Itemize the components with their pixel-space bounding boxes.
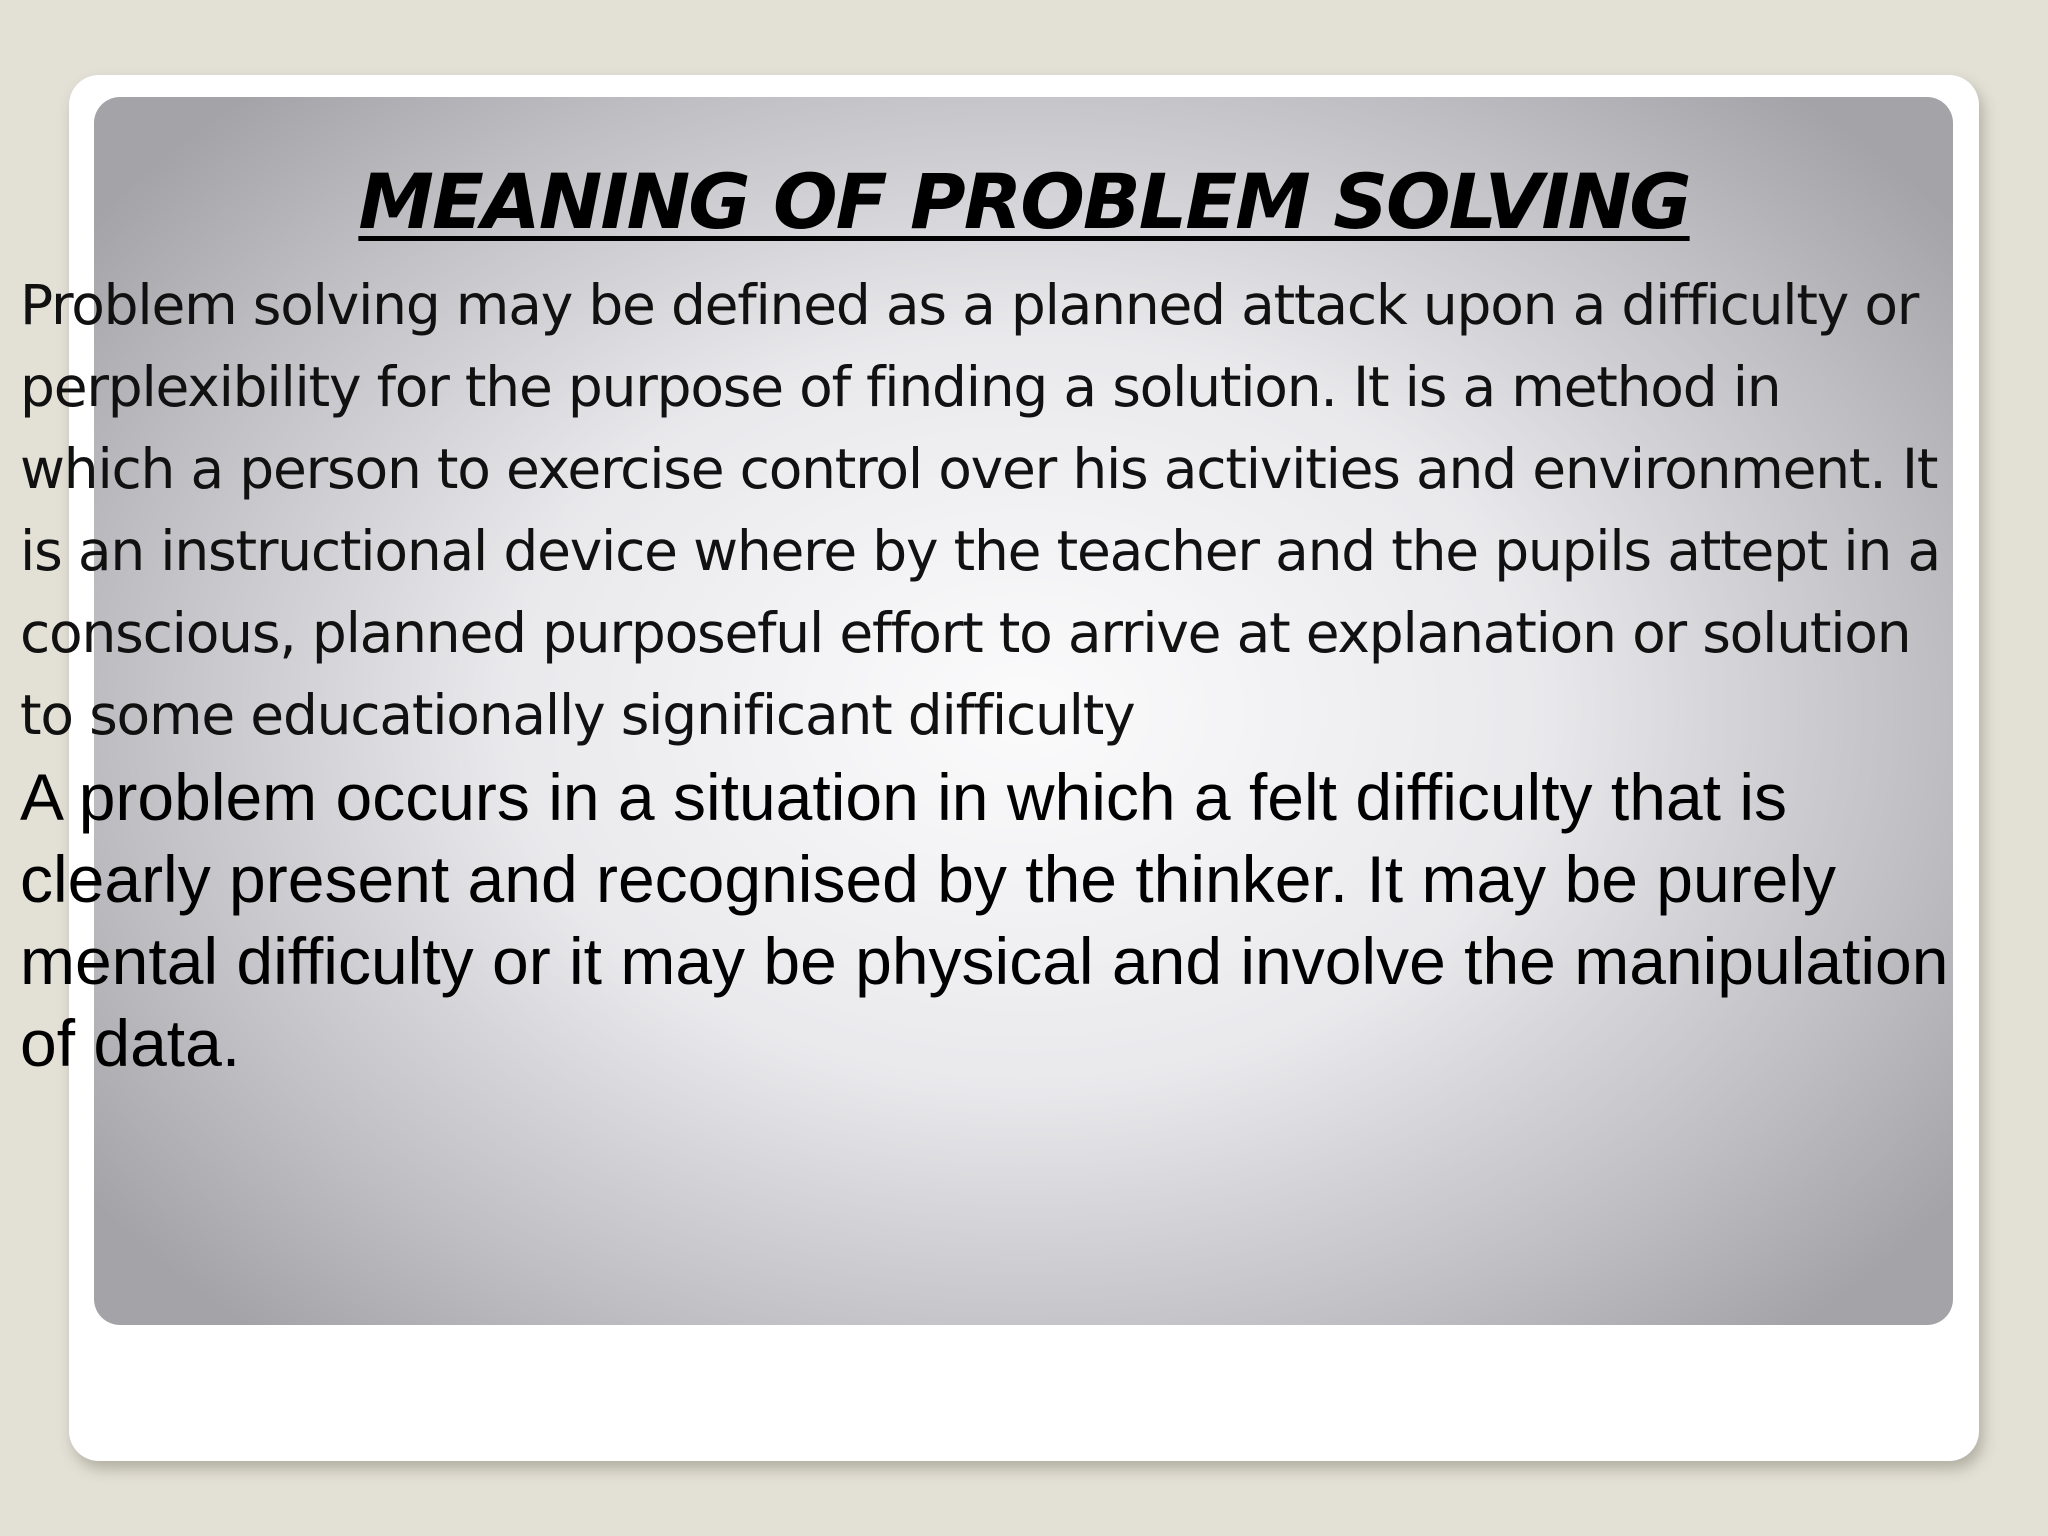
paragraph-line: to some educationally significant difficulty [20,683,1135,747]
paragraph-line: perplexibility for the purpose of finding a solution. It is a method in [20,355,1781,419]
paragraph-line: is an instructional device where by the teacher and the pupils attept in a [20,519,1940,583]
paragraph-line: conscious, planned purposeful effort to arrive at explanation or solution [20,601,1911,665]
paragraph-line: which a person to exercise control over his activities and environment. It [20,437,1938,501]
paragraph-line: clearly present and recognised by the thinker. It may be purely [20,842,1836,916]
paragraph-line: A problem occurs in a situation in which a felt difficulty that is [20,760,1787,834]
slide-title-text: MEANING OF PROBLEM SOLVING [358,157,1690,246]
paragraph-line: of data. [20,1006,241,1080]
paragraph-line: Problem solving may be defined as a planned attack upon a difficulty or [20,273,1919,337]
definition-paragraph [20,264,2030,756]
problem-paragraph [20,756,2030,1084]
paragraph-line: mental difficulty or it may be physical and involve the manipulation [20,924,1949,998]
slide-title [0,152,2048,252]
